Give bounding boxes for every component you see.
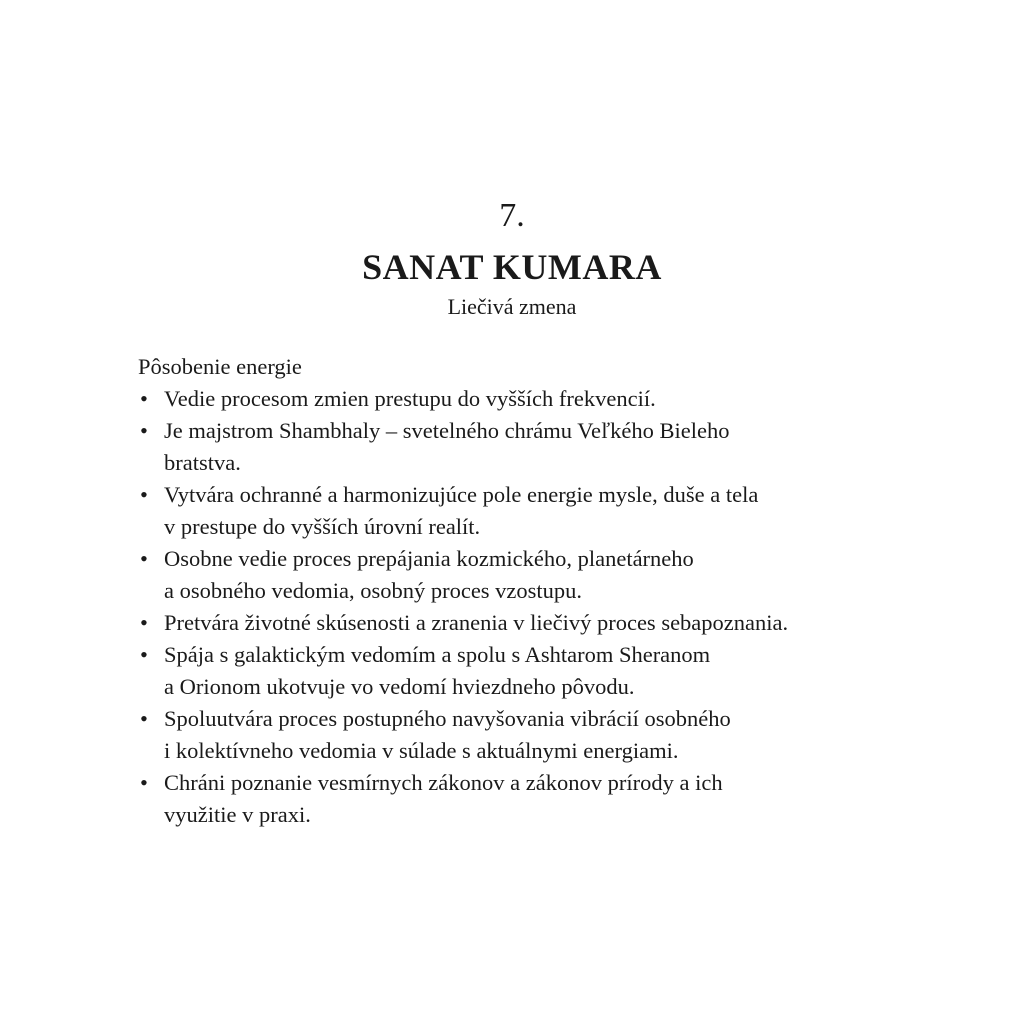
chapter-subtitle: Liečivá zmena: [447, 294, 577, 319]
bullet-icon: •: [140, 610, 148, 635]
bullet-icon: •: [140, 642, 148, 667]
list-item-line: Spoluutvára proces postupného navyšovania vibrácií osobného: [164, 706, 731, 731]
list-item-line: Chráni poznanie vesmírnych zákonov a zákonov prírody a ich: [164, 770, 723, 795]
list-item-line: a Orionom ukotvuje vo vedomí hviezdneho pôvodu.: [164, 674, 635, 699]
list-item-line: Pretvára životné skúsenosti a zranenia v liečivý proces sebapoznania.: [164, 610, 789, 635]
list-item-line: Vedie procesom zmien prestupu do vyšších frekvencií.: [164, 386, 656, 411]
bullet-icon: •: [140, 706, 148, 731]
list-item: [138, 639, 958, 703]
list-item-line: bratstva.: [164, 450, 241, 475]
chapter-number: 7.: [499, 197, 525, 234]
list-item: [138, 703, 958, 767]
list-item-line: a osobného vedomia, osobný proces vzostupu.: [164, 578, 583, 603]
chapter-title: SANAT KUMARA: [362, 247, 662, 287]
list-item: [138, 607, 958, 639]
bullet-list: [138, 383, 958, 831]
list-item-line: Je majstrom Shambhaly – svetelného chrámu Veľkého Bieleho: [164, 418, 730, 443]
bullet-icon: •: [140, 418, 148, 443]
list-item-line: Spája s galaktickým vedomím a spolu s Ashtarom Sheranom: [164, 642, 711, 667]
list-item-line: i kolektívneho vedomia v súlade s aktuálnymi energiami.: [164, 738, 679, 763]
bullet-icon: •: [140, 482, 148, 507]
list-item-line: Osobne vedie proces prepájania kozmického, planetárneho: [164, 546, 694, 571]
section-label: Pôsobenie energie: [138, 354, 302, 379]
section-content: [138, 351, 958, 831]
list-item: [138, 767, 958, 831]
list-item: [138, 415, 958, 479]
bullet-icon: •: [140, 770, 148, 795]
list-item: [138, 383, 958, 415]
bullet-icon: •: [140, 546, 148, 571]
list-item-line: Vytvára ochranné a harmonizujúce pole energie mysle, duše a tela: [164, 482, 759, 507]
list-item-line: využitie v praxi.: [164, 802, 311, 827]
list-item: [138, 479, 958, 543]
list-item: [138, 543, 958, 607]
list-item-line: v prestupe do vyšších úrovní realít.: [164, 514, 481, 539]
bullet-icon: •: [140, 386, 148, 411]
